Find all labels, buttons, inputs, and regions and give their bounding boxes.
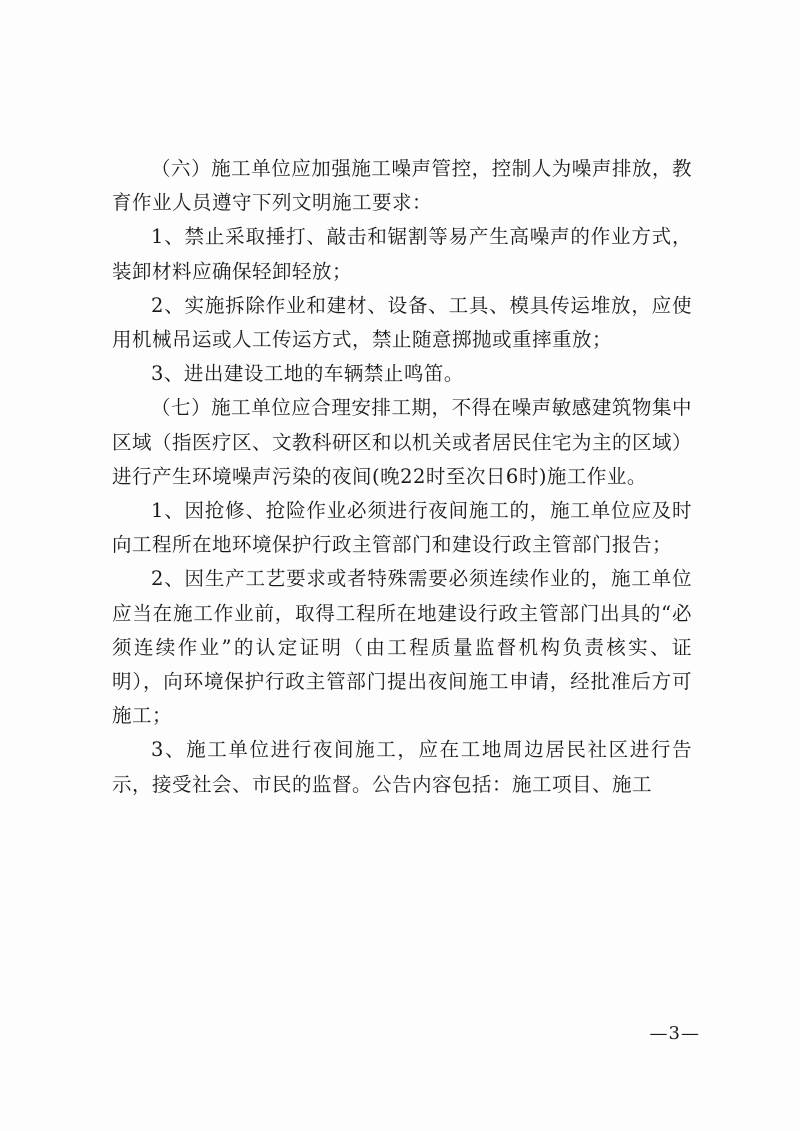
page-number: —3— [649,1023,700,1044]
paragraph-7-item-1: 1、因抢修、抢险作业必须进行夜间施工的，施工单位应及时向工程所在地环境保护行政主管部门和建设行政主管部门报告； [112,499,692,557]
paragraph-6-item-1: 1、禁止采取捶打、敲击和锯割等易产生高噪声的作业方式，装卸材料应确保轻卸轻放； [112,225,692,283]
paragraph-6-noise-control: （六）施工单位应加强施工噪声管控，控制人为噪声排放，教育作业人员遵守下列文明施工要求： [112,157,692,215]
paragraph-7-schedule: （七）施工单位应合理安排工期，不得在噪声敏感建筑物集中区域（指医疗区、文教科研区和以机关或者居民住宅为主的区域）进行产生环境噪声污染的夜间(晚22时至次日6时)施工作业。 [112,396,693,488]
paragraph-6-item-3: 3、进出建设工地的车辆禁止鸣笛。 [151,362,464,386]
paragraph-6-item-2: 2、实施拆除作业和建材、设备、工具、模具传运堆放，应使用机械吊运或人工传运方式，禁止随意掷抛或重摔重放； [112,293,692,352]
paragraph-7-item-2: 2、因生产工艺要求或者特殊需要必须连续作业的，施工单位应当在施工作业前，取得工程所在地建设行政主管部门出具的“必须连续作业”的认定证明（由工程质量监督机构负责核实、证明），向环境保护行政主管部门提出夜间施工申请，经批准后方可施工； [112,567,692,728]
document-body [112,152,692,802]
paragraph-7-item-3: 3、施工单位进行夜间施工，应在工地周边居民社区进行告示，接受社会、市民的监督。公告内容包括：施工项目、施工 [112,738,692,796]
